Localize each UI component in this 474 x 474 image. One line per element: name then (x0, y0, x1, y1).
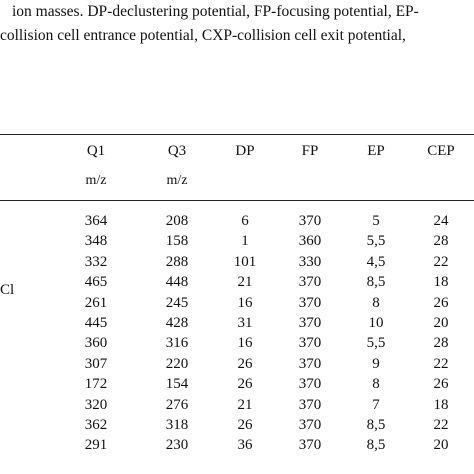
table-cell: 8 (372, 294, 380, 311)
table-cell: 1 (241, 233, 249, 250)
group-label: Cl (0, 282, 15, 298)
table-cell: 22 (433, 355, 449, 372)
table-cell: 245 (165, 294, 189, 311)
table-cell: 8,5 (366, 437, 386, 454)
table-cell: 370 (298, 396, 322, 413)
table-cell: 4,5 (366, 253, 386, 270)
table-cell: 448 (165, 274, 189, 291)
table-cell: 18 (433, 274, 449, 291)
table-cell: 370 (298, 417, 322, 433)
table-cell: 370 (298, 335, 322, 352)
column-header: Q3 (167, 143, 187, 159)
table-cell: 20 (433, 437, 449, 454)
table-cell: 465 (84, 274, 108, 291)
table-cell: 370 (298, 376, 322, 393)
column-header: DP (235, 143, 255, 159)
table-cell: 5,5 (366, 335, 386, 352)
table-cell: 230 (165, 437, 189, 454)
table-cell: 101 (233, 253, 257, 270)
table-cell: 5 (372, 213, 380, 229)
column-header: FP (301, 143, 319, 159)
table-cell: 22 (433, 253, 449, 270)
column-header: Q1 (86, 143, 106, 159)
table-cell: 28 (433, 233, 449, 250)
table-cell: 36 (237, 437, 253, 454)
table-cell: 288 (165, 253, 189, 270)
table-header-rule (0, 200, 474, 201)
table-cell: 320 (84, 396, 108, 413)
column-unit: m/z (85, 173, 107, 188)
table-cell: 26 (433, 294, 449, 311)
table-cell: 10 (368, 315, 384, 331)
table-cell: 220 (165, 355, 189, 372)
table-cell: 428 (165, 315, 189, 331)
table-cell: 7 (372, 396, 380, 413)
table-cell: 208 (165, 213, 189, 229)
table-cell: 360 (298, 233, 322, 250)
table-cell: 20 (433, 315, 449, 331)
table-cell: 370 (298, 213, 322, 229)
table-cell: 330 (298, 253, 322, 270)
table-cell: 31 (237, 315, 253, 331)
column-header: CEP (427, 143, 455, 159)
caption-line-2: collision cell entrance potential, CXP-collision cell exit potential, (0, 27, 406, 44)
table-cell: 362 (84, 417, 108, 433)
table-cell: 26 (433, 376, 449, 393)
table-cell: 318 (165, 417, 189, 433)
table-cell: 276 (165, 396, 189, 413)
table-cell: 172 (84, 376, 108, 393)
table-cell: 445 (84, 315, 108, 331)
table-cell: 370 (298, 355, 322, 372)
table-cell: 332 (84, 253, 108, 270)
table-cell: 6 (241, 213, 249, 229)
table-cell: 261 (84, 294, 108, 311)
table-cell: 158 (165, 233, 189, 250)
table-cell: 24 (433, 213, 449, 229)
table-cell: 370 (298, 294, 322, 311)
caption-line-1: ion masses. DP-declustering potential, FP-focusing potential, EP- (12, 3, 419, 20)
table-cell: 26 (237, 376, 253, 393)
table-cell: 16 (237, 294, 253, 311)
column-header: EP (367, 143, 385, 159)
table-top-rule (0, 134, 474, 135)
table-cell: 26 (237, 355, 253, 372)
table-cell: 5,5 (366, 233, 386, 250)
table-cell: 22 (433, 417, 449, 433)
table-cell: 9 (372, 355, 380, 372)
table-cell: 316 (165, 335, 189, 352)
table-cell: 16 (237, 335, 253, 352)
table-cell: 21 (237, 274, 253, 291)
column-unit: m/z (166, 173, 188, 188)
table-cell: 291 (84, 437, 108, 454)
table-cell: 28 (433, 335, 449, 352)
table-cell: 360 (84, 335, 108, 352)
table-cell: 370 (298, 315, 322, 331)
table-cell: 154 (165, 376, 189, 393)
table-cell: 370 (298, 437, 322, 454)
table-cell: 307 (84, 355, 108, 372)
table-cell: 348 (84, 233, 108, 250)
table-cell: 8 (372, 376, 380, 393)
table-cell: 18 (433, 396, 449, 413)
table-cell: 8,5 (366, 274, 386, 291)
table-cell: 21 (237, 396, 253, 413)
table-cell: 26 (237, 417, 253, 433)
table-cell: 370 (298, 274, 322, 291)
table-cell: 8,5 (366, 417, 386, 433)
table-cell: 364 (84, 213, 108, 229)
table-caption (0, 0, 474, 48)
